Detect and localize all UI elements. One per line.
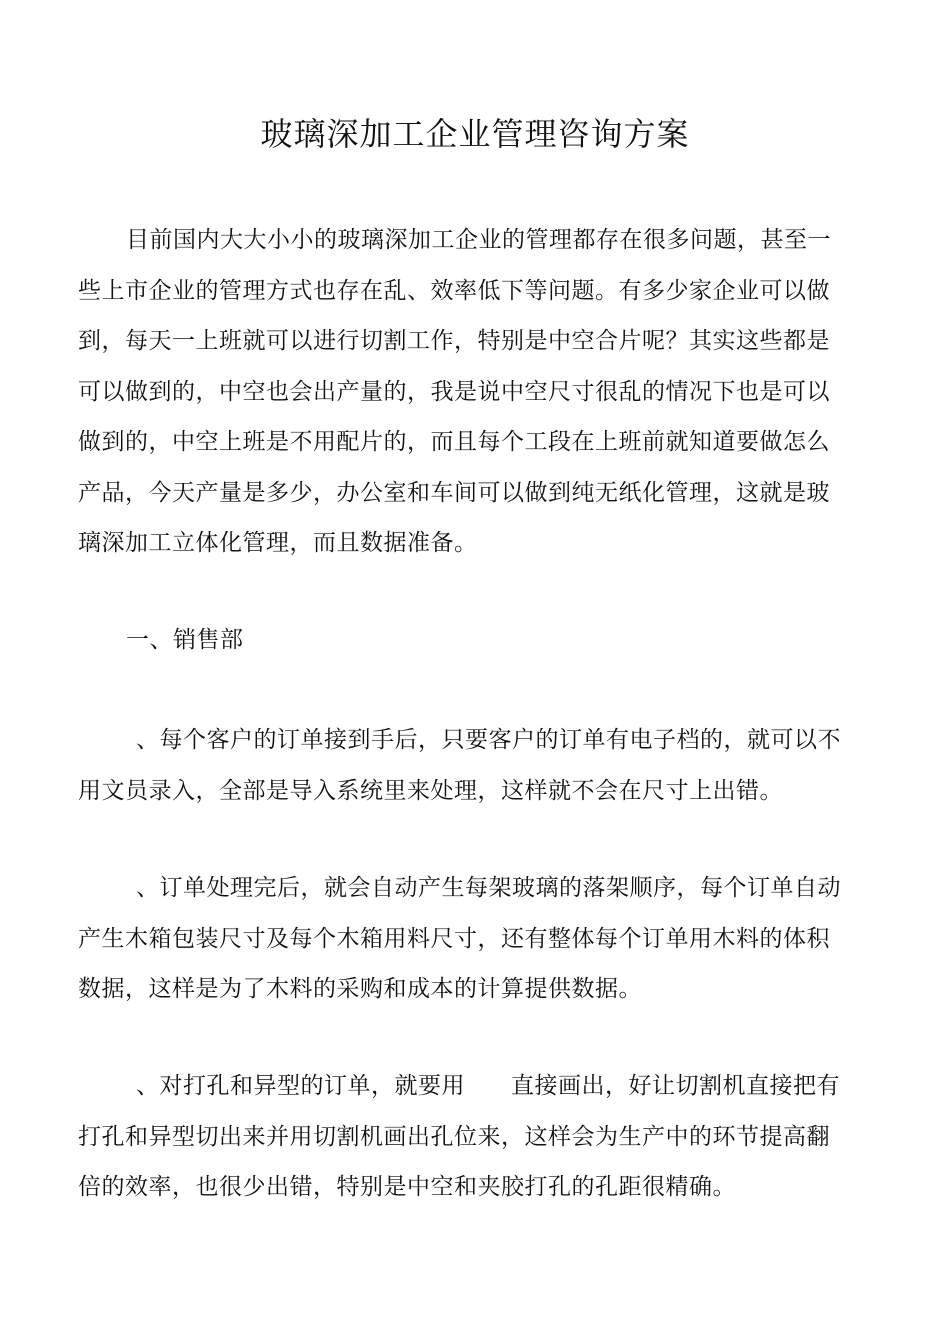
- item-3-paragraph: [78, 1061, 858, 1213]
- intro-line: 些上市企业的管理方式也存在乱、效率低下等问题。有多少家企业可以做: [78, 277, 830, 304]
- intro-line: 可以做到的，中空也会出产量的，我是说中空尺寸很乱的情况下也是可以: [78, 378, 830, 405]
- intro-line: 璃深加工立体化管理，而且数据准备。: [78, 530, 478, 556]
- intro-line: 做到的，中空上班是不用配片的，而且每个工段在上班前就知道要做怎么: [78, 429, 830, 455]
- item-3-line: 倍的效率，也很少出错，特别是中空和夹胶打孔的孔距很精确。: [78, 1174, 736, 1200]
- section-heading: 一、销售部: [126, 627, 244, 653]
- item-1-line: 、每个客户的订单接到手后，只要客户的订单有电子档的，就可以不: [136, 727, 841, 753]
- page-title: 玻璃深加工企业管理咨询方案: [260, 115, 690, 153]
- item-1-line: 用文员录入，全部是导入系统里来处理，这样就不会在尺寸上出错。: [78, 777, 783, 804]
- intro-line: 到，每天一上班就可以进行切割工作，特别是中空合片呢？其实这些都是: [78, 328, 830, 354]
- item-1-paragraph: [78, 715, 858, 816]
- item-3-line: 打孔和异型切出来并用切割机画出孔位来，这样会为生产中的环节提高翻: [78, 1123, 830, 1150]
- item-2-line: 数据，这样是为了木料的采购和成本的计算提供数据。: [78, 976, 642, 1002]
- item-2-line: 、订单处理完后，就会自动产生每架玻璃的落架顺序，每个订单自动: [136, 875, 841, 901]
- item-3-text-b: 直接画出，好让切割机直接把有: [511, 1073, 840, 1099]
- item-2-paragraph: [78, 863, 858, 1015]
- item-2-line: 产生木箱包装尺寸及每个木箱用料尺寸，还有整体每个订单用木料的体积: [78, 925, 830, 952]
- item-3-first-line: [78, 1061, 858, 1112]
- intro-line: 产品，今天产量是多少，办公室和车间可以做到纯无纸化管理，这就是玻: [78, 479, 830, 506]
- item-3-text-a: 、对打孔和异型的订单，就要用: [136, 1073, 465, 1099]
- intro-line: 目前国内大大小小的玻璃深加工企业的管理都存在很多问题，甚至一: [126, 227, 831, 253]
- intro-paragraph: [78, 215, 858, 569]
